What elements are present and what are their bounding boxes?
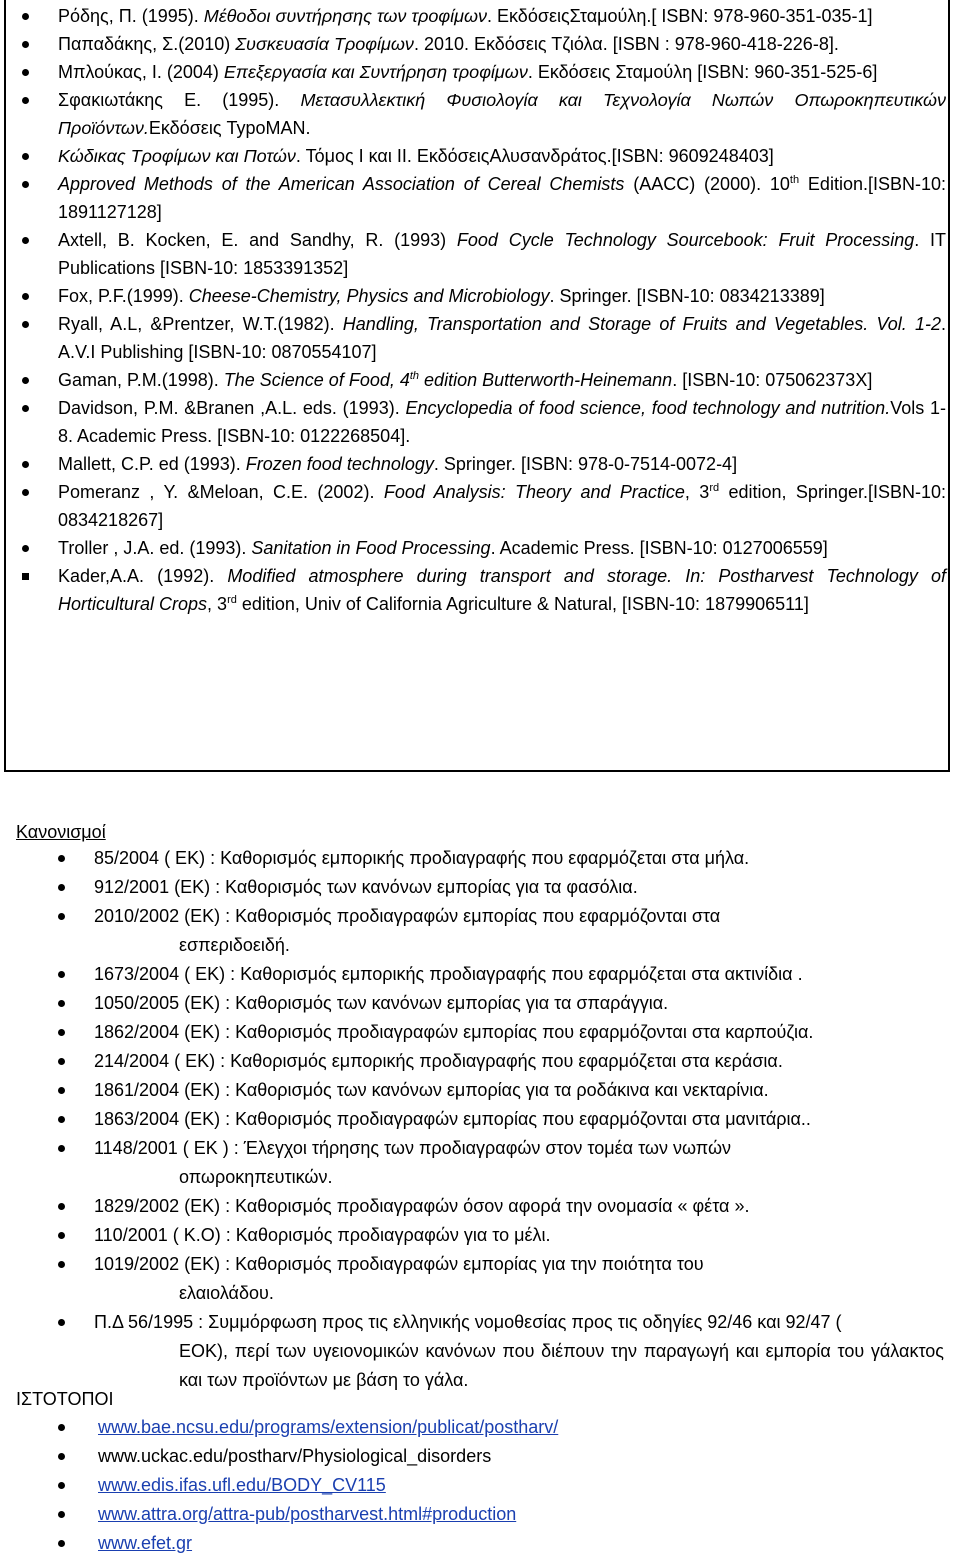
bullet-icon <box>22 405 29 412</box>
bullet-icon <box>22 97 29 104</box>
regulation-item: 1050/2005 (ΕΚ) : Καθορισμός των κανόνων εμπορίας για τα σπαράγγια. <box>58 989 944 1018</box>
website-link[interactable]: www.efet.gr <box>98 1533 193 1553</box>
bullet-icon <box>22 293 29 300</box>
bullet-icon <box>22 489 29 496</box>
bullet-icon <box>22 13 29 20</box>
website-item <box>58 1529 944 1558</box>
bullet-icon <box>58 884 65 891</box>
regulation-item: 1861/2004 (ΕΚ) : Καθορισμός των κανόνων εμπορίας για τα ροδάκινα και νεκταρίνια. <box>58 1076 944 1105</box>
bullet-icon <box>58 1116 65 1123</box>
reference-item: Axtell, B. Kocken, E. and Sandhy, R. (1993) Food Cycle Technology Sourcebook: Fruit Processing. IT Publications [ISBN-10: 1853391352] <box>14 226 946 282</box>
reference-item: Μπλούκας, Ι. (2004) Επεξεργασία και Συντήρηση τροφίμων. Εκδόσεις Σταμούλη [ISBN: 960-351-525-6] <box>14 58 946 86</box>
website-text: www.uckac.edu/postharv/Physiological_disorders <box>98 1446 492 1466</box>
reference-item: Παπαδάκης, Σ.(2010) Συσκευασία Τροφίμων. 2010. Εκδόσεις Τζιόλα. [ISBN : 978-960-418-226-8]. <box>14 30 946 58</box>
regulation-item: 1829/2002 (ΕΚ) : Καθορισμός προδιαγραφών όσον αφορά την ονομασία « φέτα ». <box>58 1192 944 1221</box>
bullet-icon <box>58 1000 65 1007</box>
bullet-icon <box>58 1540 65 1547</box>
website-link[interactable]: www.bae.ncsu.edu/programs/extension/publicat/postharv/ <box>98 1417 559 1437</box>
reference-item: Gaman, P.M.(1998). The Science of Food, 4th edition Butterworth-Heinemann. [ISBN-10: 075062373X] <box>14 366 946 394</box>
website-link[interactable]: www.edis.ifas.ufl.edu/BODY_CV115 <box>98 1475 386 1495</box>
bullet-icon <box>58 1453 65 1460</box>
bullet-icon <box>22 321 29 328</box>
reference-item: Ρόδης, Π. (1995). Μέθοδοι συντήρησης των τροφίμων. ΕκδόσειςΣταμούλη.[ ISBN: 978-960-351-035-1] <box>14 2 946 30</box>
bullet-icon <box>58 1029 65 1036</box>
regulation-item: Π.Δ 56/1995 : Συμμόρφωση προς τις ελληνικής νομοθεσίας προς τις οδηγίες 92/46 και 92/47 ( ΕΟΚ), περί των υγειονομικών κανόνων που διέπουν την παραγωγή και εμπορία του γάλακτος και των προϊόντων με βάση το γάλα. <box>58 1308 944 1395</box>
bullet-icon <box>22 377 29 384</box>
reference-item: Mallett, C.P. ed (1993). Frozen food technology. Springer. [ISBN: 978-0-7514-0072-4] <box>14 450 946 478</box>
website-item <box>58 1500 944 1529</box>
bullet-icon <box>22 153 29 160</box>
reference-item: Troller , J.A. ed. (1993). Sanitation in Food Processing. Academic Press. [ISBN-10: 0127006559] <box>14 534 946 562</box>
reference-item: Pomeranz , Y. &Meloan, C.E. (2002). Food Analysis: Theory and Practice, 3rd edition, Springer.[ISBN-10: 0834218267] <box>14 478 946 534</box>
bullet-icon <box>58 971 65 978</box>
reference-item: Davidson, P.M. &Branen ,A.L. eds. (1993). Encyclopedia of food science, food technology and nutrition.Vols 1-8. Academic Press. [ISBN-10: 0122268504]. <box>14 394 946 450</box>
regulation-item: 1862/2004 (ΕΚ) : Καθορισμός προδιαγραφών εμπορίας που εφαρμόζονται στα καρπούζια. <box>58 1018 944 1047</box>
bullet-icon <box>22 237 29 244</box>
website-link[interactable]: www.attra.org/attra-pub/postharvest.html#production <box>98 1504 517 1524</box>
regulation-item: 1019/2002 (ΕΚ) : Καθορισμός προδιαγραφών εμπορίας για την ποιότητα του ελαιολάδου. <box>58 1250 944 1308</box>
website-item <box>58 1471 944 1500</box>
regulations-list <box>58 844 944 1395</box>
reference-item: Ryall, A.L, &Prentzer, W.T.(1982). Handling, Transportation and Storage of Fruits and Vegetables. Vol. 1-2. A.V.I Publishing [ISBN-10: 0870554107] <box>14 310 946 366</box>
websites-title: ΙΣΤΟΤΟΠΟΙ <box>16 1389 114 1409</box>
regulation-item: 1673/2004 ( ΕΚ) : Καθορισμός εμπορικής προδιαγραφής που εφαρμόζεται στα ακτινίδια . <box>58 960 944 989</box>
bullet-icon <box>58 1087 65 1094</box>
bullet-icon <box>58 1424 65 1431</box>
regulation-item: 1863/2004 (ΕΚ) : Καθορισμός προδιαγραφών εμπορίας που εφαρμόζονται στα μανιτάρια.. <box>58 1105 944 1134</box>
bullet-icon <box>22 181 29 188</box>
bullet-icon <box>22 461 29 468</box>
bullet-icon <box>22 41 29 48</box>
regulation-item: 1148/2001 ( ΕΚ ) : Έλεγχοι τήρησης των προδιαγραφών στον τομέα των νωπών οπωροκηπευτικών. <box>58 1134 944 1192</box>
bullet-icon <box>58 1058 65 1065</box>
bullet-icon <box>58 1232 65 1239</box>
bullet-icon <box>58 1145 65 1152</box>
reference-item: Σφακιωτάκης Ε. (1995). Μετασυλλεκτική Φυσιολογία και Τεχνολογία Νωπών Οπωροκηπευτικών Προϊόντων.Εκδόσεις TypoMAN. <box>14 86 946 142</box>
regulation-item: 214/2004 ( ΕΚ) : Καθορισμός εμπορικής προδιαγραφής που εφαρμόζεται στα κεράσια. <box>58 1047 944 1076</box>
reference-item: Kader,A.A. (1992). Modified atmosphere during transport and storage. In: Postharvest Technology of Horticultural Crops, 3rd edition, Univ of California Agriculture & Natural, [ISBN-10: 1879906511] <box>14 562 946 618</box>
bullet-icon <box>22 69 29 76</box>
regulation-item: 85/2004 ( ΕΚ) : Καθορισμός εμπορικής προδιαγραφής που εφαρμόζεται στα μήλα. <box>58 844 944 873</box>
bullet-icon <box>58 1482 65 1489</box>
reference-item: Fox, P.F.(1999). Cheese-Chemistry, Physics and Microbiology. Springer. [ISBN-10: 0834213389] <box>14 282 946 310</box>
reference-item: Approved Methods of the American Association of Cereal Chemists (AACC) (2000). 10th Edition.[ISBN-10: 1891127128] <box>14 170 946 226</box>
website-item <box>58 1413 944 1442</box>
square-bullet-icon <box>22 573 29 580</box>
bullet-icon <box>58 1203 65 1210</box>
reference-item: Κώδικας Τροφίμων και Ποτών. Τόμος Ι και ΙΙ. ΕκδόσειςΑλυσανδράτος.[ISBN: 9609248403] <box>14 142 946 170</box>
bullet-icon <box>58 1261 65 1268</box>
regulation-item: 2010/2002 (ΕΚ) : Καθορισμός προδιαγραφών εμπορίας που εφαρμόζονται στα εσπεριδοειδή. <box>58 902 944 960</box>
bullet-icon <box>58 1319 65 1326</box>
references-list <box>14 2 946 618</box>
bullet-icon <box>58 1511 65 1518</box>
regulations-title: Κανονισμοί <box>16 822 106 842</box>
bullet-icon <box>58 913 65 920</box>
bullet-icon <box>22 545 29 552</box>
websites-list <box>58 1413 944 1558</box>
regulation-item: 912/2001 (ΕΚ) : Καθορισμός των κανόνων εμπορίας για τα φασόλια. <box>58 873 944 902</box>
bullet-icon <box>58 855 65 862</box>
website-item <box>58 1442 944 1471</box>
regulation-item: 110/2001 ( Κ.Ο) : Καθορισμός προδιαγραφών για το μέλι. <box>58 1221 944 1250</box>
